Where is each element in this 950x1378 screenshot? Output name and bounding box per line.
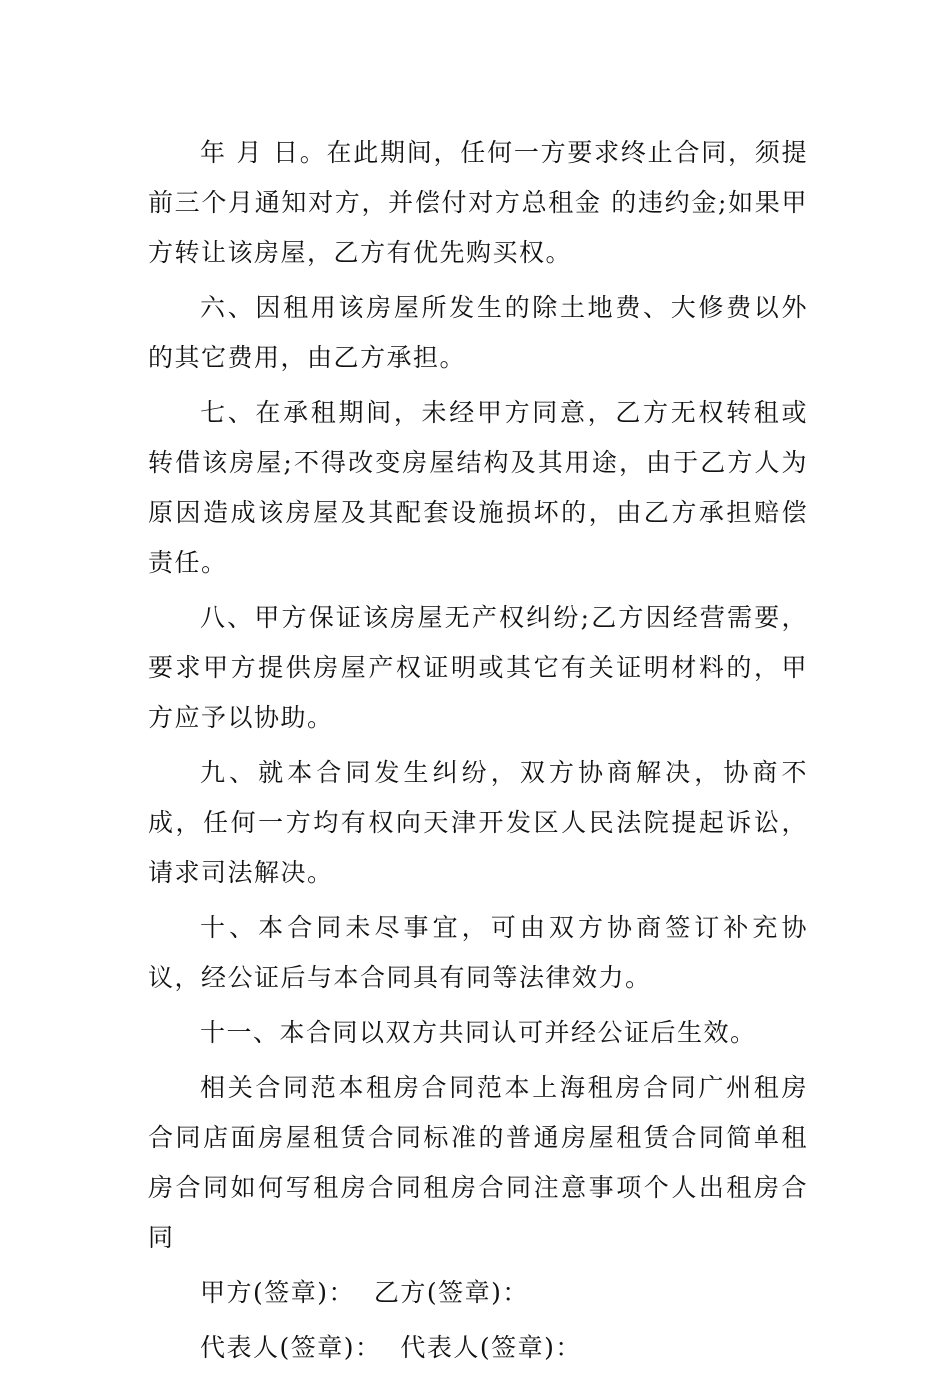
paragraph-clause-9: 九、就本合同发生纠纷，双方协商解决，协商不成，任何一方均有权向天津开发区人民法院提起诉讼，请求司法解决。 [148, 758, 808, 887]
signature-line-parties: 甲方(签章)： 乙方(签章)： [200, 1278, 529, 1307]
paragraph-term-continuation: 年 月 日。在此期间，任何一方要求终止合同，须提前三个月通知对方，并偿付对方总租金 的违约金;如果甲方转让该房屋，乙方有优先购买权。 [148, 138, 808, 267]
signature-line-representatives: 代表人(签章)： 代表人(签章)： [200, 1333, 582, 1362]
paragraph-clause-10: 十、本合同未尽事宜，可由双方协商签订补充协议，经公证后与本合同具有同等法律效力。 [148, 913, 808, 992]
paragraph-clause-7: 七、在承租期间，未经甲方同意，乙方无权转租或转借该房屋;不得改变房屋结构及其用途，由于乙方人为原因造成该房屋及其配套设施损坏的，由乙方承担赔偿责任。 [148, 398, 808, 577]
paragraph-clause-11: 十一、本合同以双方共同认可并经公证后生效。 [200, 1018, 757, 1047]
paragraph-clause-6: 六、因租用该房屋所发生的除土地费、大修费以外的其它费用，由乙方承担。 [148, 293, 808, 372]
paragraph-clause-8: 八、甲方保证该房屋无产权纠纷;乙方因经营需要，要求甲方提供房屋产权证明或其它有关证明材料的，甲方应予以协助。 [148, 603, 808, 732]
document-body [148, 128, 808, 1378]
paragraph-related-contracts: 相关合同范本租房合同范本上海租房合同广州租房合同店面房屋租赁合同标准的普通房屋租赁合同简单租房合同如何写租房合同租房合同注意事项个人出租房合同 [148, 1073, 808, 1252]
